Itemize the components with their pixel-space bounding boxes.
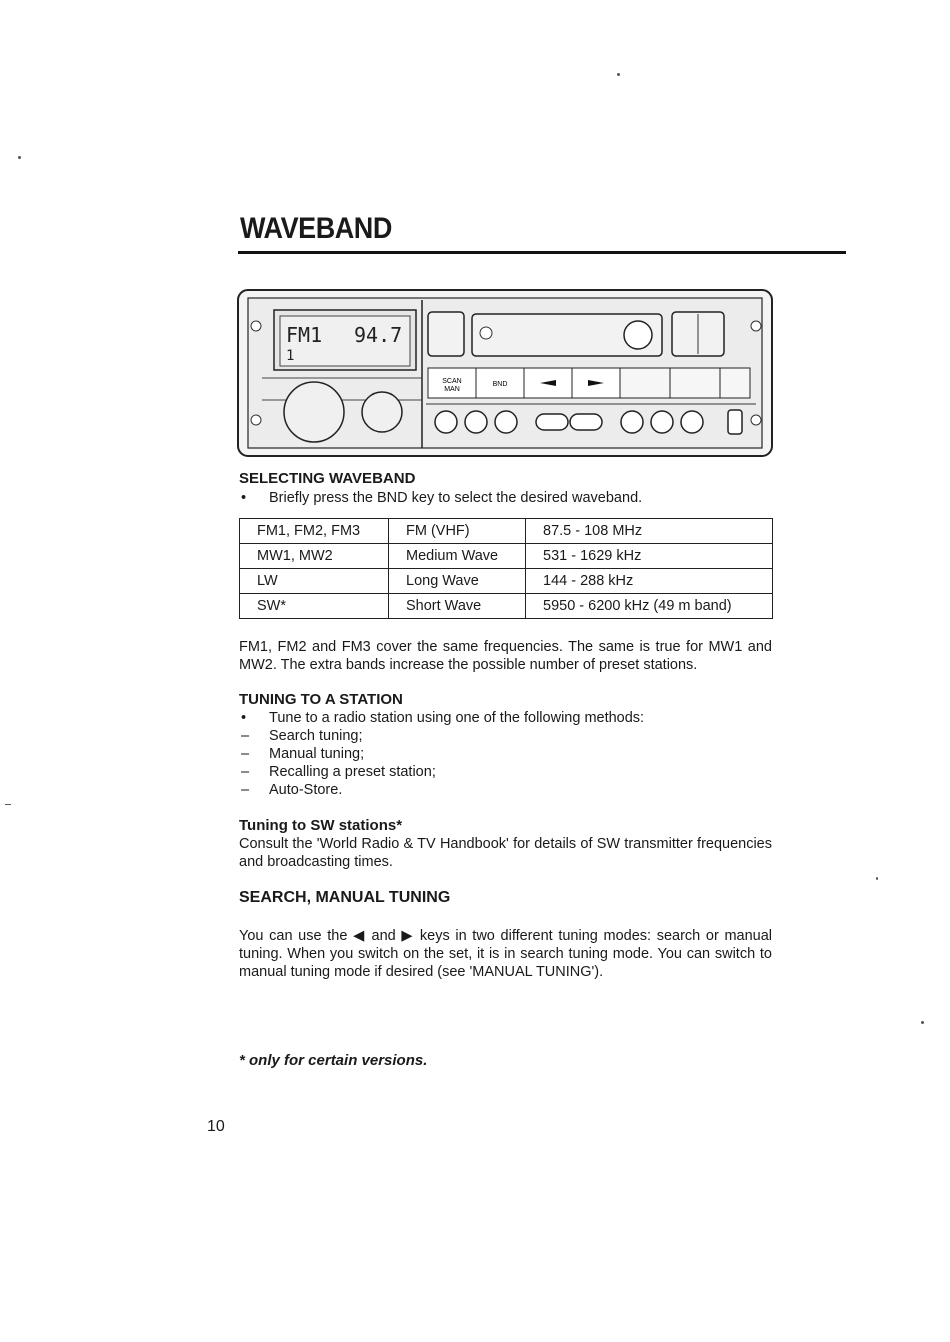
table-cell-range: 531 - 1629 kHz [526,544,773,569]
scan-speck [876,877,878,880]
table-row [240,594,773,619]
section-heading-tuning-to-a-station: TUNING TO A STATION [239,691,403,708]
table-cell-bands: FM1, FM2, FM3 [240,519,389,544]
table-row [240,544,773,569]
left-triangle-icon: ◀ [353,928,366,944]
dash-icon: – [241,764,250,780]
list-item [239,763,644,781]
radio-illustration [236,288,774,458]
display-preset: 1 [286,348,295,364]
paragraph-text-end: keys in two different tuning modes: search or manual tuning. When you switch on the set, it is in search tuning mode. You can switch to manual tuning mode if desired (see 'MANUAL TUNING'). [239,928,773,980]
paragraph-text-start: You can use the [239,928,348,944]
footnote: * only for certain versions. [239,1052,428,1069]
bnd-key-label: BND [492,381,508,388]
scan-key-label-2: MAN [444,386,460,393]
section-heading-selecting-waveband: SELECTING WAVEBAND [239,470,416,487]
bullet-icon: • [241,490,247,506]
sw-paragraph: Consult the 'World Radio & TV Handbook' for details of SW transmitter frequencies and broadcasting times. [239,836,772,870]
list-item [239,745,644,763]
title-rule [238,251,846,254]
bullet-text: Briefly press the BND key to select the desired waveband. [269,490,643,506]
section-heading-tuning-to-sw: Tuning to SW stations* [239,817,403,834]
list-item-text: Search tuning; [269,728,363,744]
scan-key-label-1: SCAN [442,378,462,385]
list-item-text: Auto-Store. [269,782,343,798]
bullet-icon: • [241,710,247,726]
table-cell-range: 5950 - 6200 kHz (49 m band) [526,594,773,619]
table-row [240,569,773,594]
table-row [240,519,773,544]
table-cell-name: Long Wave [389,569,526,594]
table-cell-bands: MW1, MW2 [240,544,389,569]
dash-icon: – [241,746,250,762]
scan-speck [921,1021,924,1024]
table-cell-range: 87.5 - 108 MHz [526,519,773,544]
page-title: WAVEBAND [240,212,392,245]
scan-speck [18,156,21,159]
waveband-table [239,518,773,619]
paragraph-text-and: and [371,928,396,944]
search-manual-paragraph [239,927,772,981]
table-cell-name: FM (VHF) [389,519,526,544]
dash-icon: – [241,782,250,798]
table-cell-name: Medium Wave [389,544,526,569]
page-number: 10 [207,1118,225,1135]
display-frequency: 94.7 [354,323,403,347]
table-cell-name: Short Wave [389,594,526,619]
tuning-methods-list [239,709,644,799]
dash-icon: – [241,728,250,744]
note-paragraph: FM1, FM2 and FM3 cover the same frequencies. The same is true for MW1 and MW2. The extra bands increase the possible number of preset stations. [239,639,772,673]
display-band: FM1 [286,323,323,347]
list-item-text: Tune to a radio station using one of the following methods: [269,710,645,726]
list-item [239,781,644,799]
right-triangle-icon: ▶ [401,928,415,944]
list-item-text: Manual tuning; [269,746,365,762]
scan-speck [617,73,620,76]
list-item-text: Recalling a preset station; [269,764,436,780]
table-cell-bands: LW [240,569,389,594]
table-cell-range: 144 - 288 kHz [526,569,773,594]
list-item [239,727,644,745]
bullet-item [239,489,642,507]
table-cell-bands: SW* [240,594,389,619]
scan-speck [5,804,11,805]
section-heading-search-manual-tuning: SEARCH, MANUAL TUNING [239,889,451,906]
list-item [239,709,644,727]
